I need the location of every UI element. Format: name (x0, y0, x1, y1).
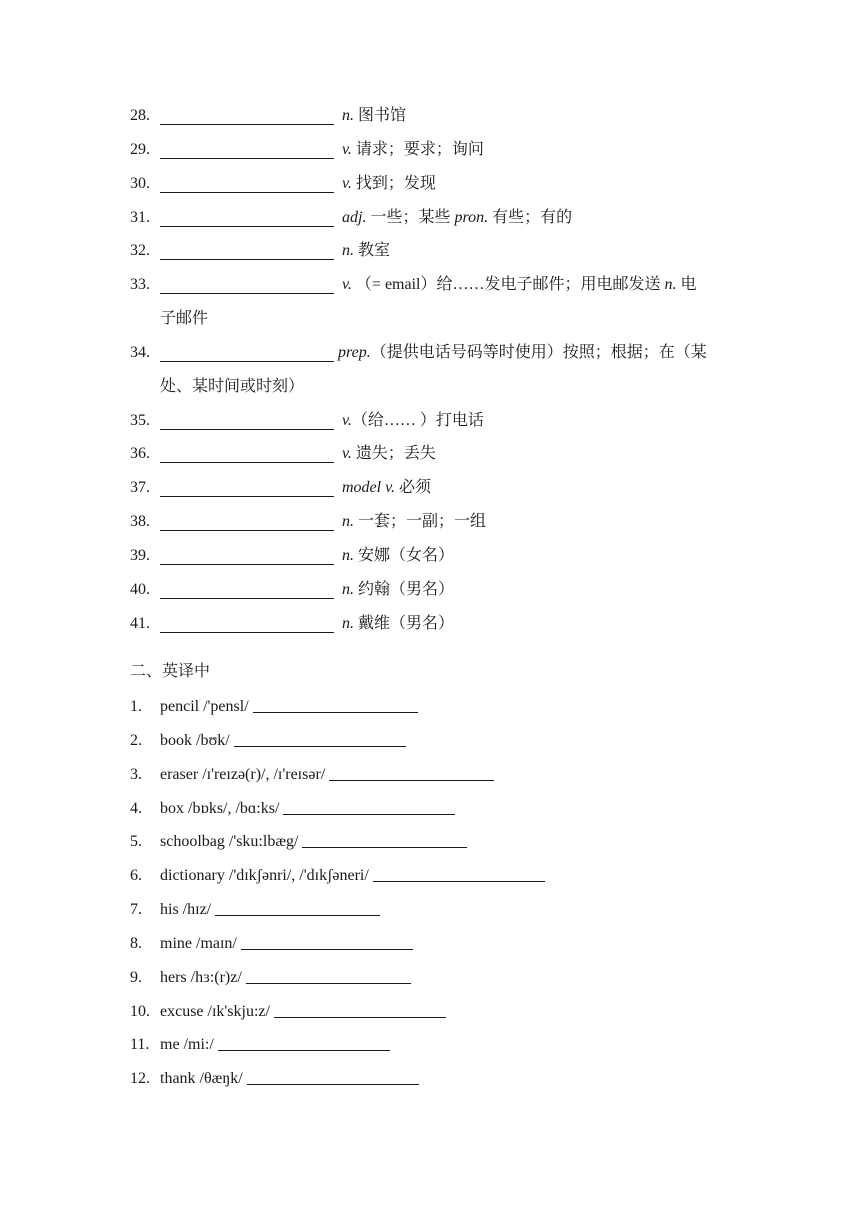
answer-blank[interactable] (160, 564, 334, 565)
vocab-row (0, 995, 860, 1029)
vocab-row (0, 724, 860, 758)
answer-blank[interactable] (253, 712, 418, 713)
word-with-phonetic: me /mi:/ (160, 1036, 214, 1054)
vocab-row (0, 505, 860, 539)
meaning-continuation: 子邮件 (160, 310, 209, 328)
answer-blank[interactable] (160, 496, 334, 497)
meaning: （给…… ）打电话 (351, 411, 484, 429)
meaning-2: 电 (676, 276, 697, 294)
word-with-phonetic: book /bʊk/ (160, 731, 230, 749)
answer-blank[interactable] (160, 259, 334, 260)
vocab-row (0, 893, 860, 927)
definition (342, 99, 406, 133)
word-with-phonetic: hers /hɜ:(r)z/ (160, 968, 242, 986)
vocab-row (0, 792, 860, 826)
item-number: 4. (130, 799, 142, 817)
vocab-row (0, 471, 860, 505)
vocab-row (0, 167, 860, 201)
meaning: 必须 (395, 479, 432, 497)
item-number: 40. (130, 580, 150, 598)
definition (342, 573, 454, 607)
part-of-speech: adj. (342, 208, 367, 226)
answer-blank[interactable] (160, 158, 334, 159)
answer-blank[interactable] (160, 632, 334, 633)
answer-blank[interactable] (160, 361, 334, 362)
item-number: 32. (130, 242, 150, 260)
vocab-row (0, 859, 860, 893)
vocab-row (0, 1062, 860, 1096)
part-of-speech: v. (342, 411, 352, 429)
word-with-phonetic: box /bɒks/, /bɑ:ks/ (160, 799, 280, 817)
definition (342, 268, 697, 302)
definition (342, 505, 486, 539)
meaning-continuation: 处、某时间或时刻） (160, 377, 305, 395)
answer-blank[interactable] (329, 780, 494, 781)
definition (342, 133, 484, 167)
item-number: 12. (130, 1070, 150, 1088)
meaning: 安娜（女名） (354, 546, 455, 564)
answer-blank[interactable] (373, 881, 545, 882)
item-number: 11. (130, 1036, 150, 1054)
part-of-speech: v. (342, 445, 352, 463)
answer-blank[interactable] (302, 847, 467, 848)
word-entry (160, 690, 418, 724)
vocab-row (0, 201, 860, 235)
chinese-meaning-section (0, 99, 860, 641)
word-with-phonetic: his /hɪz/ (160, 901, 212, 919)
item-number: 29. (130, 140, 150, 158)
word-entry (160, 1028, 390, 1062)
vocab-row (0, 961, 860, 995)
vocab-row (0, 234, 860, 268)
word-entry (160, 995, 446, 1029)
item-number: 35. (130, 411, 150, 429)
word-with-phonetic: excuse /ɪk'skju:z/ (160, 1002, 270, 1020)
item-number: 31. (130, 208, 150, 226)
definition (342, 471, 431, 505)
meaning: 约翰（男名） (354, 580, 455, 598)
part-of-speech: n. (342, 546, 354, 564)
meaning: 一些；某些 (366, 208, 455, 226)
word-entry (160, 927, 413, 961)
meaning: 一套；一副；一组 (354, 513, 487, 531)
part-of-speech: v. (342, 174, 352, 192)
vocab-row (0, 437, 860, 471)
part-of-speech: v. (342, 276, 352, 294)
answer-blank[interactable] (283, 814, 455, 815)
item-number: 7. (130, 901, 142, 919)
meaning: （= email）给……发电子邮件；用电邮发送 (351, 276, 665, 294)
item-number: 8. (130, 934, 142, 952)
vocab-row (0, 573, 860, 607)
definition (342, 404, 484, 438)
item-number: 41. (130, 614, 150, 632)
meaning-2: 有些；有的 (488, 208, 573, 226)
item-number: 34. (130, 343, 150, 361)
item-number: 3. (130, 765, 142, 783)
vocab-row (0, 133, 860, 167)
item-number: 30. (130, 174, 150, 192)
item-number: 5. (130, 833, 142, 851)
part-of-speech: n. (342, 580, 354, 598)
meaning: 找到；发现 (351, 174, 436, 192)
answer-blank[interactable] (160, 598, 334, 599)
section-title: 二、英译中 (130, 663, 211, 680)
meaning: 戴维（男名） (354, 614, 455, 632)
definition (342, 201, 572, 235)
answer-blank[interactable] (215, 915, 380, 916)
word-with-phonetic: schoolbag /'sku:lbæg/ (160, 833, 299, 851)
part-of-speech-2: pron. (454, 208, 489, 226)
item-number: 10. (130, 1002, 150, 1020)
part-of-speech: n. (342, 107, 354, 124)
vocab-row (0, 607, 860, 641)
word-with-phonetic: eraser /ɪ'reɪzə(r)/, /ɪ'reɪsər/ (160, 765, 326, 783)
part-of-speech: prep. (338, 343, 371, 361)
word-entry (160, 859, 545, 893)
item-number: 33. (130, 276, 150, 294)
answer-blank[interactable] (246, 983, 411, 984)
definition (342, 607, 454, 641)
word-with-phonetic: thank /θæŋk/ (160, 1070, 243, 1088)
part-of-speech: n. (342, 614, 354, 632)
answer-blank[interactable] (160, 192, 334, 193)
part-of-speech: n. (342, 513, 354, 531)
word-entry (160, 724, 406, 758)
word-entry (160, 961, 411, 995)
part-of-speech: n. (342, 242, 354, 260)
part-of-speech: model v. (342, 479, 396, 497)
part-of-speech-2: n. (664, 276, 677, 294)
word-entry (160, 758, 494, 792)
definition (342, 539, 454, 573)
vocab-row (0, 404, 860, 438)
definition (342, 167, 436, 201)
answer-blank[interactable] (160, 124, 334, 125)
meaning: 图书馆 (354, 107, 407, 124)
vocab-row (0, 690, 860, 724)
vocab-row-continuation (0, 370, 860, 404)
answer-blank[interactable] (218, 1050, 390, 1051)
answer-blank[interactable] (160, 462, 334, 463)
part-of-speech: v. (342, 140, 352, 158)
vocab-row (0, 539, 860, 573)
answer-blank[interactable] (160, 293, 334, 294)
answer-blank[interactable] (241, 949, 413, 950)
vocab-row (0, 1028, 860, 1062)
definition (342, 234, 390, 268)
word-with-phonetic: dictionary /'dɪkʃənri/, /'dɪkʃəneri/ (160, 867, 369, 885)
item-number: 28. (130, 107, 150, 124)
meaning: 遗失；丢失 (351, 445, 436, 463)
meaning: 请求；要求；询问 (351, 140, 484, 158)
item-number: 36. (130, 445, 150, 463)
answer-blank[interactable] (234, 746, 406, 747)
item-number: 39. (130, 546, 150, 564)
item-number: 6. (130, 867, 142, 885)
item-number: 37. (130, 479, 150, 497)
english-to-chinese-section (0, 690, 860, 1096)
answer-blank[interactable] (160, 429, 334, 430)
answer-blank[interactable] (160, 226, 334, 227)
vocab-row (0, 825, 860, 859)
definition (342, 437, 436, 471)
answer-blank[interactable] (160, 530, 334, 531)
vocab-row (0, 336, 860, 370)
definition (338, 336, 707, 370)
vocab-row (0, 758, 860, 792)
answer-blank[interactable] (274, 1017, 446, 1018)
word-entry (160, 792, 455, 826)
vocab-row (0, 99, 860, 133)
word-with-phonetic: pencil /'pensl/ (160, 698, 249, 715)
meaning: 教室 (354, 242, 391, 260)
item-number: 38. (130, 513, 150, 531)
vocab-row (0, 268, 860, 302)
answer-blank[interactable] (247, 1084, 419, 1085)
vocab-row (0, 927, 860, 961)
word-with-phonetic: mine /maɪn/ (160, 934, 237, 952)
word-entry (160, 825, 467, 859)
word-entry (160, 893, 380, 927)
meaning: （提供电话号码等时使用）按照；根据；在（某 (370, 343, 707, 361)
item-number: 9. (130, 968, 142, 986)
item-number: 2. (130, 731, 142, 749)
vocab-row-continuation (0, 302, 860, 336)
item-number: 1. (130, 698, 142, 715)
word-entry (160, 1062, 419, 1096)
